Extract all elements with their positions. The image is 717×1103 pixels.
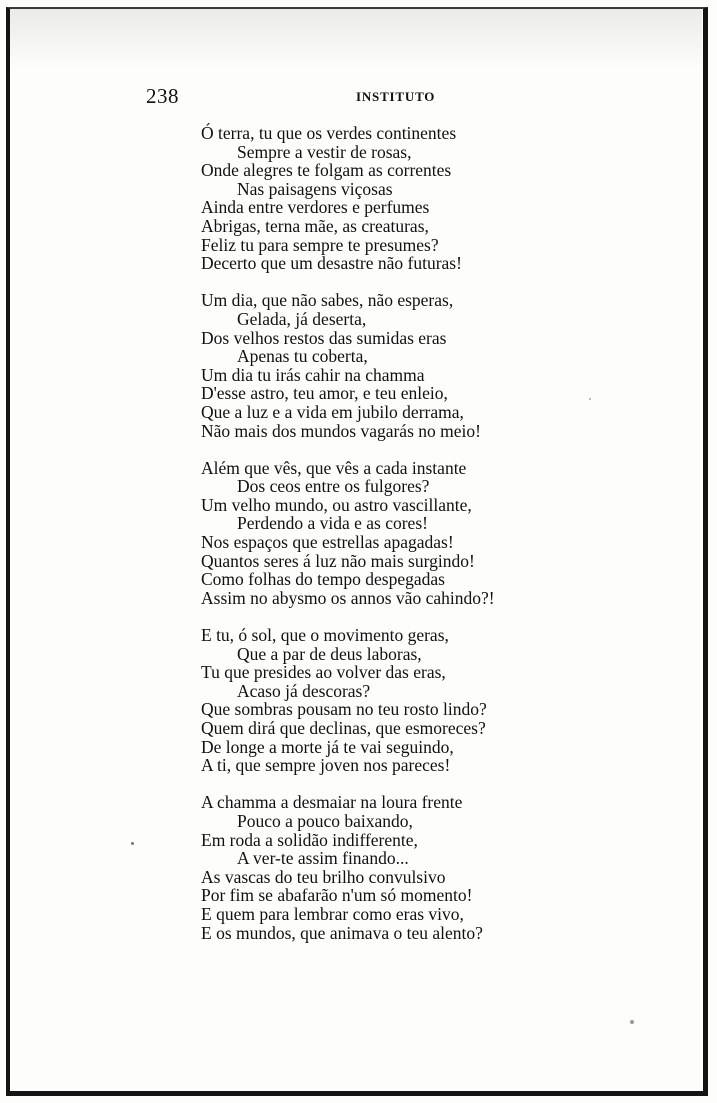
- verse-line: Dos ceos entre os fulgores?: [237, 476, 430, 497]
- verse-line: Um dia, que não sabes, não esperas,: [201, 290, 454, 311]
- verse-line: Não mais dos mundos vagarás no meio!: [201, 420, 481, 441]
- verse-line: Acaso já descoras?: [237, 680, 371, 701]
- verse-line: Quantos seres á luz não mais surgindo!: [201, 550, 475, 571]
- poem: [201, 124, 581, 961]
- verse-line: Abrigas, terna mãe, as creaturas,: [201, 215, 429, 236]
- verse-line: Perdendo a vida e as cores!: [237, 513, 428, 534]
- verse-line: Um velho mundo, ou astro vascillante,: [201, 494, 472, 515]
- verse-line: A ti, que sempre joven nos pareces!: [201, 755, 451, 776]
- verse-line: A ver-te assim finando...: [237, 848, 409, 869]
- verse-line: Onde alegres te folgam as correntes: [201, 160, 452, 181]
- verse-line: Dos velhos restos das sumidas eras: [201, 327, 447, 348]
- verse-line: Ainda entre verdores e perfumes: [201, 197, 430, 218]
- verse-line: Decerto que um desastre não futuras!: [201, 253, 462, 274]
- stanza: [201, 291, 581, 440]
- page-number: 238: [146, 84, 179, 108]
- verse-line: Ó terra, tu que os verdes continentes: [201, 123, 457, 143]
- verse-line: Que sombras pousam no teu rosto lindo?: [201, 699, 487, 720]
- stanza: [201, 626, 581, 775]
- verse-line: Quem dirá que declinas, que esmoreces?: [201, 718, 486, 738]
- verse-line: Sempre a vestir de rosas,: [237, 141, 412, 162]
- verse-line: De longe a morte já te vai seguindo,: [201, 736, 454, 757]
- stanza: [201, 124, 581, 273]
- stanza: [201, 793, 581, 942]
- verse-line: Em roda a solidão indifferente,: [201, 829, 418, 850]
- verse-line: As vascas do teu brilho convulsivo: [201, 866, 446, 887]
- verse-line: D'esse astro, teu amor, e teu enleio,: [201, 383, 448, 404]
- stanza: [201, 459, 581, 608]
- verse-line: Gelada, já deserta,: [237, 308, 367, 329]
- verse-line: Nos espaços que estrellas apagadas!: [201, 532, 454, 553]
- verse-line: Assim no abysmo os annos vão cahindo?!: [201, 587, 495, 608]
- verse-line: Pouco a pouco baixando,: [237, 810, 413, 831]
- verse-line: Além que vês, que vês a cada instante: [201, 457, 467, 478]
- verse-line: Feliz tu para sempre te presumes?: [201, 234, 439, 255]
- verse-line: E os mundos, que animava o teu alento?: [201, 922, 483, 943]
- verse-line: Como folhas do tempo despegadas: [201, 569, 445, 590]
- verse-line: Tu que presides ao volver das eras,: [201, 662, 446, 683]
- scan-speck: [131, 842, 134, 845]
- scan-speck: [630, 1020, 634, 1024]
- running-head: INSTITUTO: [356, 89, 436, 104]
- verse-line: E quem para lembrar como eras vivo,: [201, 903, 464, 924]
- verse-line: A chamma a desmaiar na loura frente: [201, 792, 463, 813]
- verse-line: Apenas tu coberta,: [237, 346, 368, 367]
- verse-line: Que a par de deus laboras,: [237, 643, 422, 664]
- verse-line: E tu, ó sol, que o movimento geras,: [201, 625, 449, 646]
- verse-line: Um dia tu irás cahir na chamma: [201, 364, 425, 385]
- scan-speck: [589, 398, 591, 400]
- verse-line: Que a luz e a vida em jubilo derrama,: [201, 401, 464, 422]
- verse-line: Nas paisagens viçosas: [237, 178, 393, 199]
- verse-line: Por fim se abafarão n'um só momento!: [201, 885, 473, 906]
